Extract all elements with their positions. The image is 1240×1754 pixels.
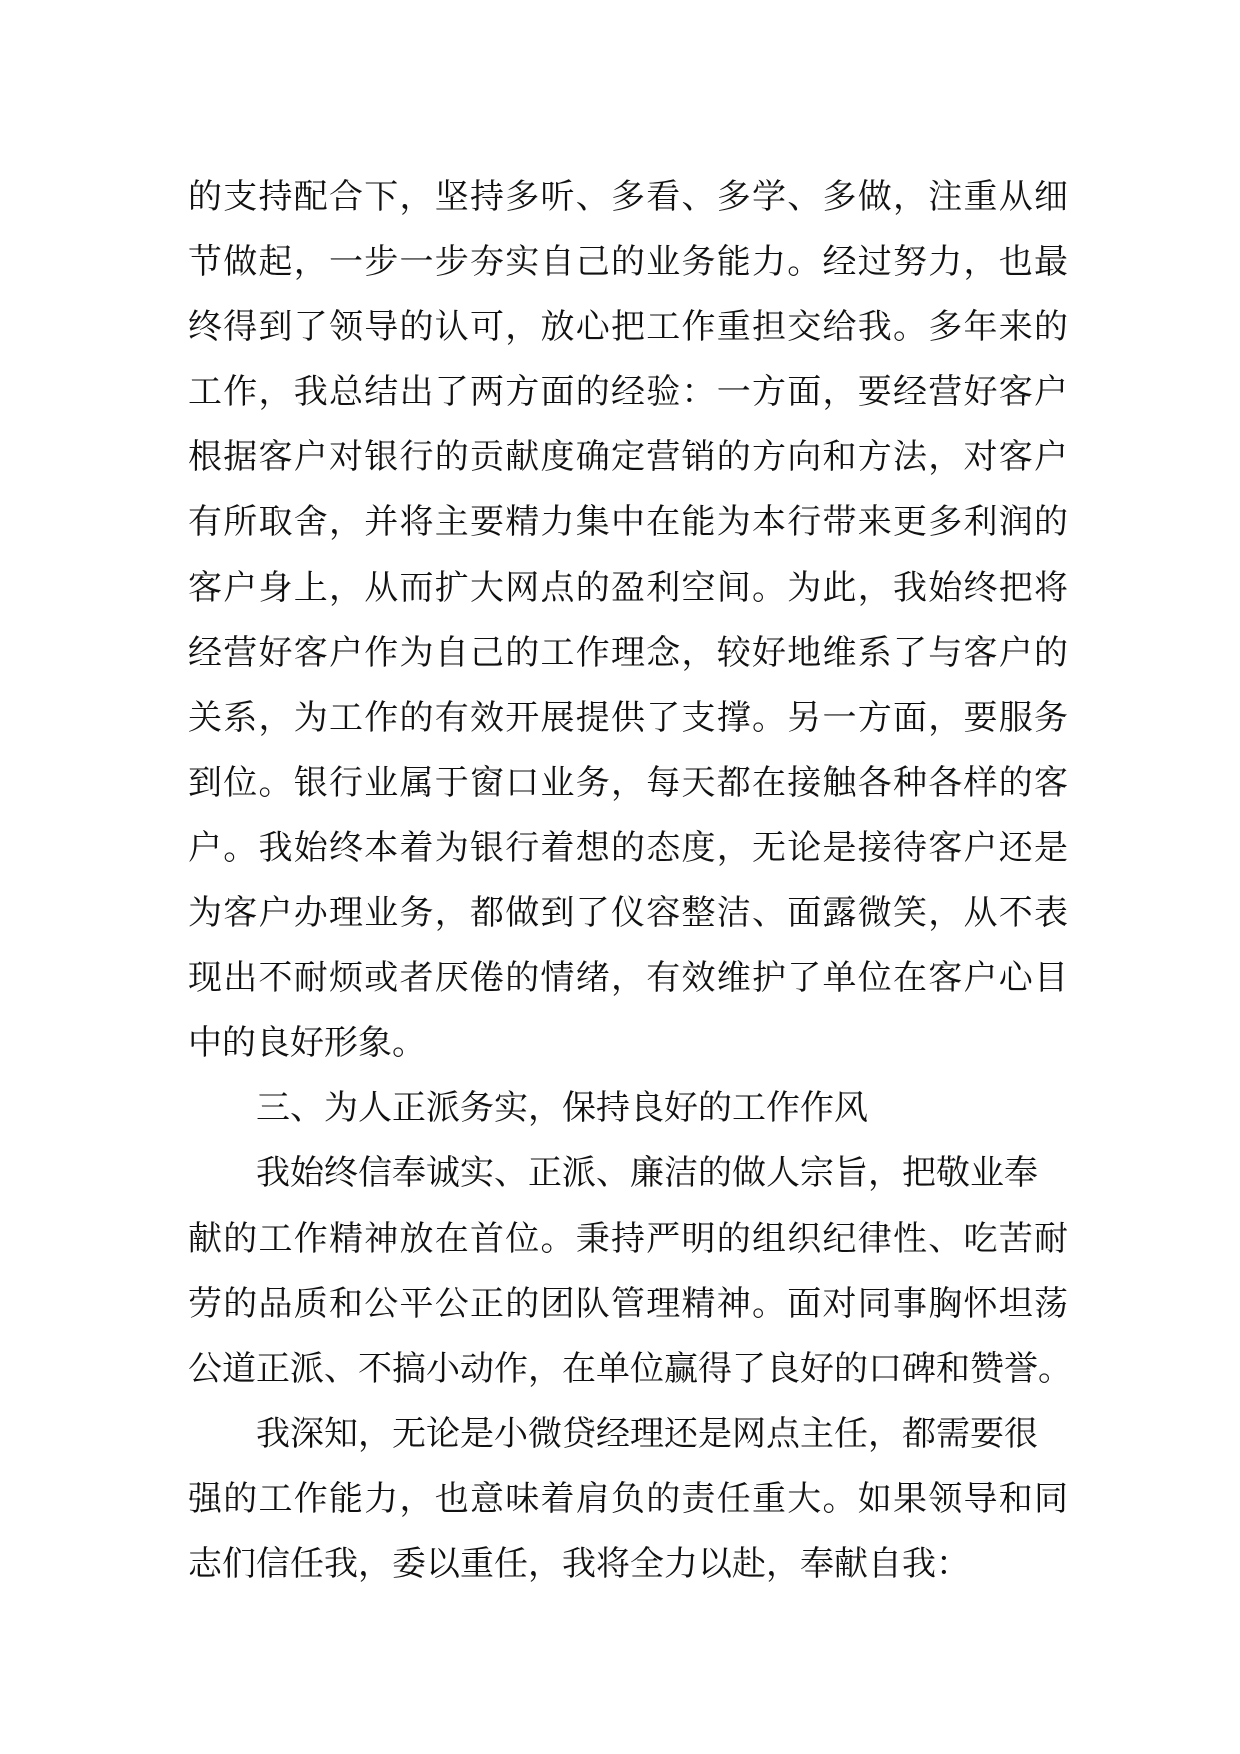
text-line: 我深知，无论是小微贷经理还是网点主任，都需要很 xyxy=(256,1413,1038,1454)
text-line: 我始终信奉诚实、正派、廉洁的做人宗旨，把敬业奉 xyxy=(256,1153,1038,1194)
text-line: 为客户办理业务，都做到了仪容整洁、面露微笑，从不表 xyxy=(188,893,1068,934)
text-line: 客户身上，从而扩大网点的盈利空间。为此，我始终把将 xyxy=(188,567,1068,608)
text-line: 关系，为工作的有效开展提供了支撑。另一方面，要服务 xyxy=(188,697,1068,738)
text-line: 有所取舍，并将主要精力集中在能为本行带来更多利润的 xyxy=(188,502,1068,543)
text-line: 强的工作能力，也意味着肩负的责任重大。如果领导和同 xyxy=(188,1478,1068,1519)
section-heading: 三、为人正派务实，保持良好的工作作风 xyxy=(256,1088,868,1129)
paragraph-1 xyxy=(188,165,1068,1076)
paragraph-3 xyxy=(188,1402,1068,1597)
text-line: 公道正派、不搞小动作，在单位赢得了良好的口碑和赞誉。 xyxy=(188,1348,1072,1389)
text-line: 根据客户对银行的贡献度确定营销的方向和方法，对客户 xyxy=(188,437,1068,478)
section-heading-block xyxy=(188,1076,1068,1141)
paragraph-2 xyxy=(188,1141,1072,1401)
text-line: 献的工作精神放在首位。秉持严明的组织纪律性、吃苦耐 xyxy=(188,1218,1068,1259)
text-line: 现出不耐烦或者厌倦的情绪，有效维护了单位在客户心目 xyxy=(188,958,1068,999)
text-line: 户。我始终本着为银行着想的态度，无论是接待客户还是 xyxy=(188,827,1068,868)
text-line: 终得到了领导的认可，放心把工作重担交给我。多年来的 xyxy=(188,307,1068,348)
text-line: 工作，我总结出了两方面的经验：一方面，要经营好客户 xyxy=(188,372,1068,413)
text-line: 志们信任我，委以重任，我将全力以赴，奉献自我： xyxy=(188,1543,970,1584)
text-line: 劳的品质和公平公正的团队管理精神。面对同事胸怀坦荡 xyxy=(188,1283,1068,1324)
document-body xyxy=(188,165,1072,1597)
text-line: 中的良好形象。 xyxy=(188,1023,426,1064)
text-line: 经营好客户作为自己的工作理念，较好地维系了与客户的 xyxy=(188,632,1068,673)
text-line: 节做起，一步一步夯实自己的业务能力。经过努力，也最 xyxy=(188,242,1068,283)
text-line: 到位。银行业属于窗口业务，每天都在接触各种各样的客 xyxy=(188,762,1068,803)
text-line: 的支持配合下，坚持多听、多看、多学、多做，注重从细 xyxy=(188,177,1068,217)
